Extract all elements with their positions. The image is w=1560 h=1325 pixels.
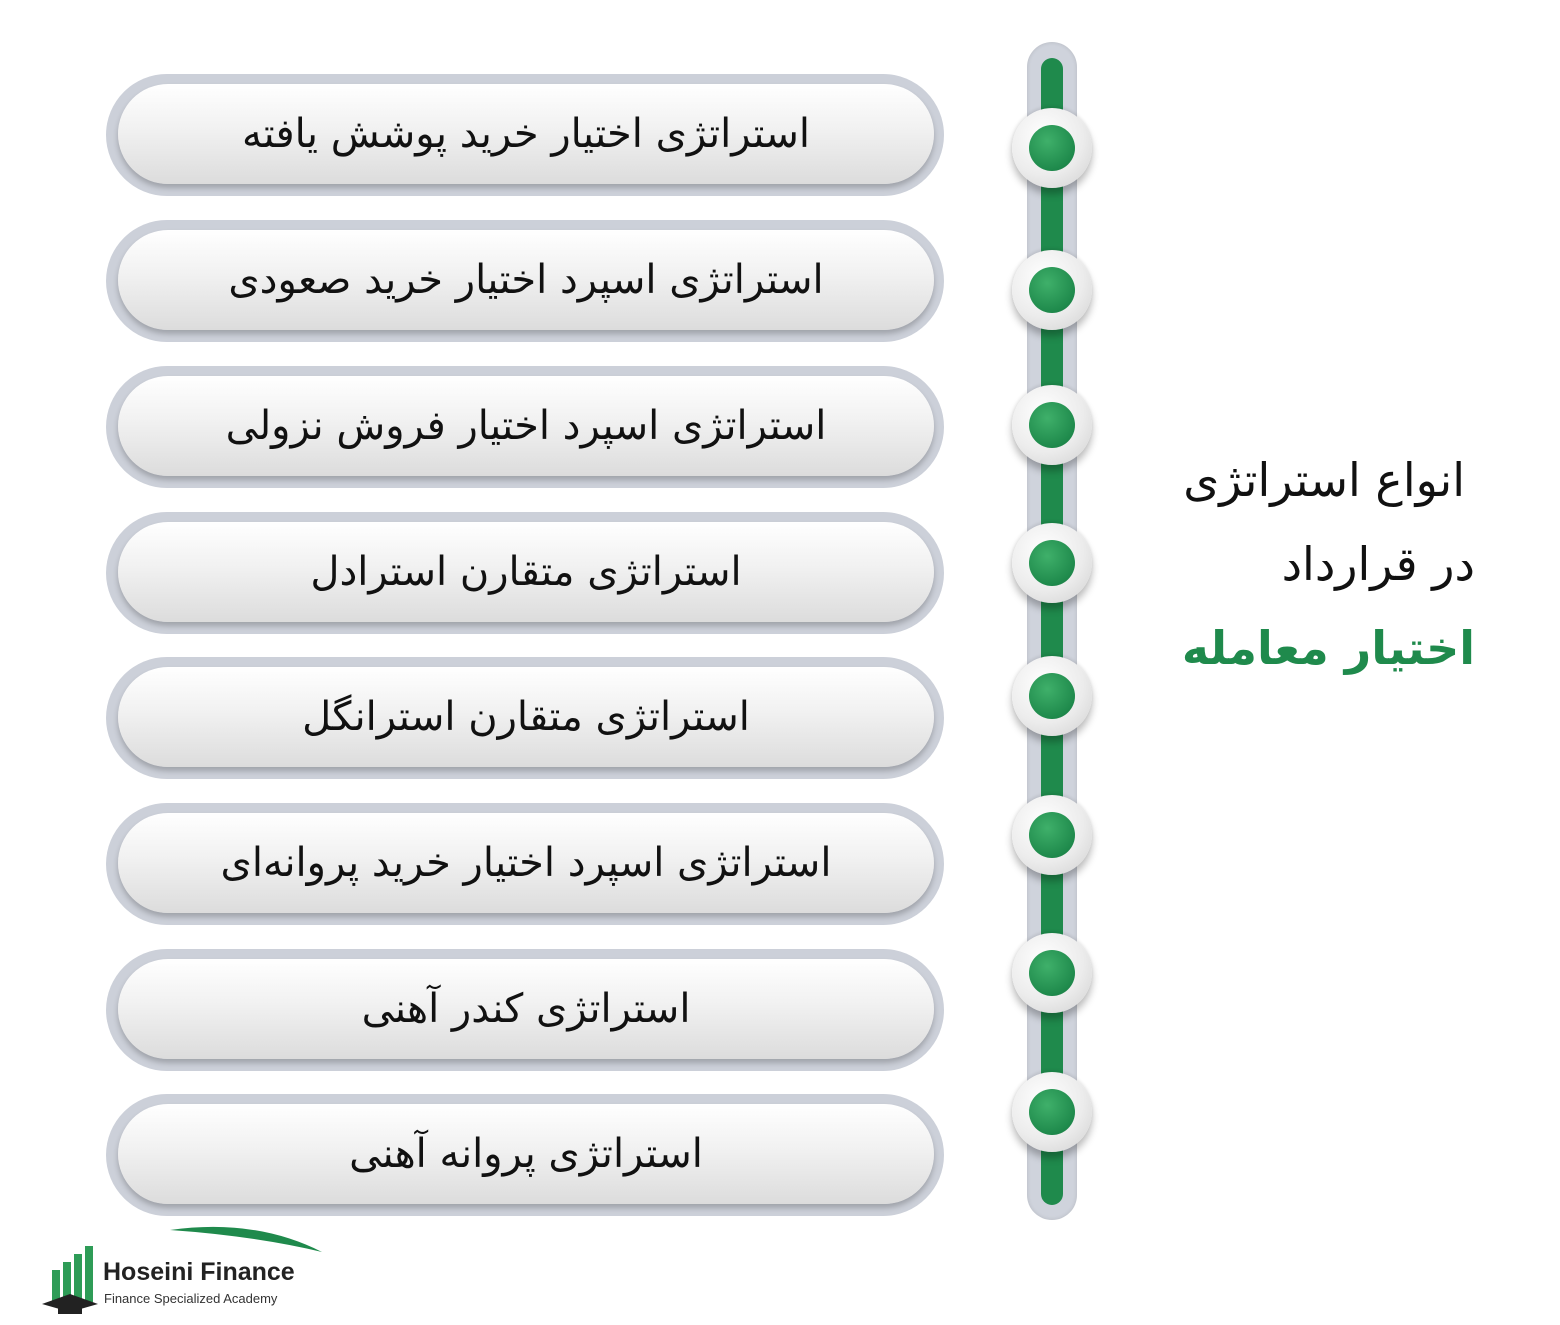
- strategy-card-4: [106, 512, 944, 634]
- strategy-card-label: استراتژی اسپرد اختیار خرید پروانه‌ای: [220, 840, 832, 886]
- timeline-node-7: [1012, 933, 1092, 1013]
- strategy-card-face: [118, 522, 934, 622]
- timeline-node-dot: [1029, 1089, 1075, 1135]
- timeline-node-dot: [1029, 402, 1075, 448]
- strategy-card-5: [106, 657, 944, 779]
- strategy-card-face: [118, 667, 934, 767]
- timeline-node-dot: [1029, 812, 1075, 858]
- timeline-node-2: [1012, 250, 1092, 330]
- logo-name: Hoseini Finance: [103, 1258, 295, 1286]
- strategy-card-face: [118, 230, 934, 330]
- timeline-node-dot: [1029, 950, 1075, 996]
- strategy-card-1: [106, 74, 944, 196]
- timeline-node-dot: [1029, 125, 1075, 171]
- timeline-node-dot: [1029, 673, 1075, 719]
- strategy-card-label: استراتژی اسپرد اختیار خرید صعودی: [228, 257, 824, 303]
- timeline-rail-fill: [1041, 58, 1063, 1205]
- strategy-card-7: [106, 949, 944, 1071]
- strategy-card-label: استراتژی اسپرد اختیار فروش نزولی: [225, 403, 827, 449]
- strategy-card-2: [106, 220, 944, 342]
- strategy-card-face: [118, 1104, 934, 1204]
- diagram-heading: [1075, 438, 1475, 690]
- heading-line-3: اختیار معامله: [1181, 621, 1475, 675]
- strategy-card-face: [118, 813, 934, 913]
- strategy-card-label: استراتژی متقارن استرانگل: [302, 694, 750, 740]
- strategy-card-6: [106, 803, 944, 925]
- timeline-node-dot: [1029, 267, 1075, 313]
- strategy-card-label: استراتژی اختیار خرید پوشش یافته: [242, 111, 810, 157]
- strategy-card-label: استراتژی پروانه آهنی: [349, 1131, 703, 1177]
- strategy-card-label: استراتژی کندر آهنی: [361, 986, 691, 1032]
- strategy-card-face: [118, 84, 934, 184]
- timeline-node-dot: [1029, 540, 1075, 586]
- timeline-node-6: [1012, 795, 1092, 875]
- heading-line-2: در قرارداد: [1281, 537, 1475, 591]
- strategy-card-8: [106, 1094, 944, 1216]
- heading-line-1: انواع استراتژی: [1183, 453, 1465, 507]
- strategy-card-face: [118, 376, 934, 476]
- strategy-card-3: [106, 366, 944, 488]
- strategy-card-label: استراتژی متقارن استرادل: [310, 549, 742, 595]
- timeline-node-8: [1012, 1072, 1092, 1152]
- timeline-node-1: [1012, 108, 1092, 188]
- logo-tagline: Finance Specialized Academy: [104, 1291, 278, 1306]
- strategy-card-face: [118, 959, 934, 1059]
